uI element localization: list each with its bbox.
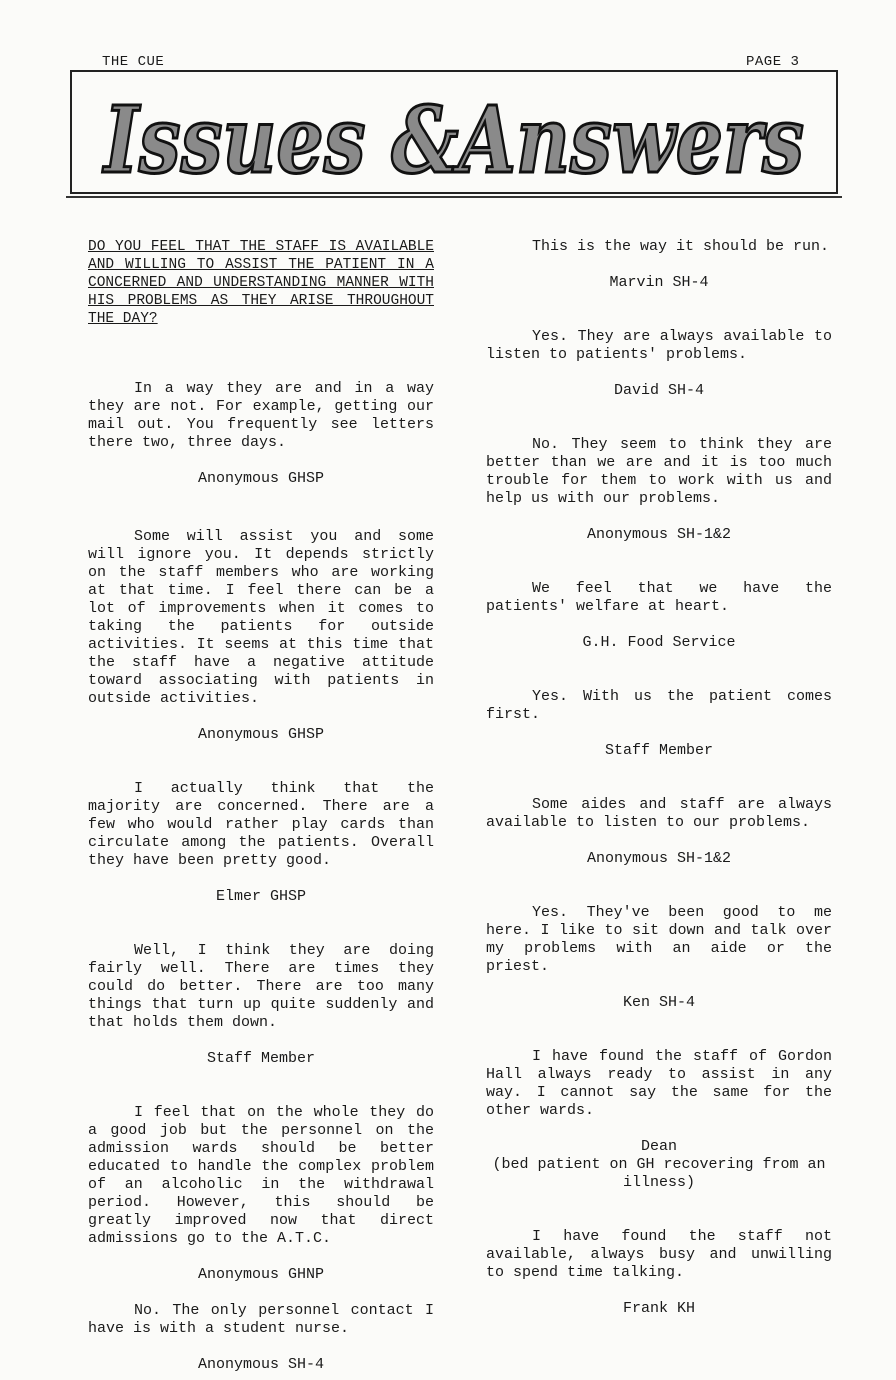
answer-text: Yes. With us the patient comes first. (486, 688, 832, 723)
answer-text: Well, I think they are doing fairly well. There are times they could do better. There are too many things that turn up quite suddenly and that holds them down. (88, 942, 434, 1031)
answer-signature: Anonymous GHNP (197, 1266, 325, 1283)
answer-signature: Staff Member (206, 1050, 316, 1067)
answer-signature: Marvin SH-4 (609, 274, 709, 291)
answer-signature: Elmer GHSP (215, 888, 306, 905)
answer-text: Some will assist you and some will ignore you. It depends strictly on the staff members who are working at that time. I feel there can be a lot of improvements when it comes to taking the patients for outside activities. It seems at this time that the staff have a negative attitude toward associating with patients in outside activities. (88, 528, 434, 707)
answer-signature: Anonymous SH-4 (197, 1356, 325, 1373)
answer-text: We feel that we have the patients' welfare at heart. (486, 580, 832, 615)
answer-note: (bed patient on GH recovering from an illness) (492, 1156, 826, 1191)
banner-title: Issues &Answers (101, 86, 804, 194)
answer-text: This is the way it should be run. (532, 238, 830, 255)
answer-signature: G.H. Food Service (582, 634, 736, 651)
banner-title-art (72, 72, 836, 192)
answer-text: In a way they are and in a way they are not. For example, getting our mail out. You frequently see letters there two, three days. (88, 380, 434, 451)
title-banner (70, 70, 838, 194)
answer-signature: Anonymous SH-1&2 (586, 526, 732, 543)
answer-signature: David SH-4 (613, 382, 704, 399)
answer-signature: Anonymous GHSP (197, 470, 325, 487)
answer-text: Yes. They've been good to me here. I like to sit down and talk over my problems with an aide or the priest. (486, 904, 832, 975)
publication-name: THE CUE (102, 54, 165, 70)
right-column (486, 238, 832, 1318)
answer-text: I have found the staff not available, always busy and unwilling to spend time talking. (486, 1228, 832, 1281)
answer-signature: Dean (640, 1138, 677, 1155)
answer-text: Yes. They are always available to listen to patients' problems. (486, 328, 832, 363)
answer-text: I have found the staff of Gordon Hall always ready to assist in any way. I cannot say the same for the other wards. (486, 1048, 832, 1119)
left-column (88, 238, 434, 1374)
answer-text: No. They seem to think they are better than we are and it is too much trouble for them to work with us and help us with our problems. (486, 436, 832, 507)
answer-text: No. The only personnel contact I have is with a student nurse. (88, 1302, 434, 1337)
answer-signature: Staff Member (604, 742, 714, 759)
banner-rule (66, 196, 842, 198)
answer-text: I actually think that the majority are concerned. There are a few who would rather play cards than circulate among the patients. Overall they have been pretty good. (88, 780, 434, 869)
page-number: PAGE 3 (746, 54, 800, 70)
answer-text: Some aides and staff are always available to listen to our problems. (486, 796, 832, 831)
answer-signature: Frank KH (622, 1300, 695, 1317)
answer-text: I feel that on the whole they do a good job but the personnel on the admission wards should be better educated to handle the complex problem of an alcoholic in the withdrawal period. However, this should be greatly improved now that direct admissions go to the A.T.C. (88, 1104, 434, 1247)
answer-signature: Ken SH-4 (622, 994, 695, 1011)
answer-signature: Anonymous SH-1&2 (586, 850, 732, 867)
answer-signature: Anonymous GHSP (197, 726, 325, 743)
survey-question: DO YOU FEEL THAT THE STAFF IS AVAILABLE AND WILLING TO ASSIST THE PATIENT IN A CONCERNED AND UNDERSTANDING MANNER WITH HIS PROBLEMS AS THEY ARISE THROUGHOUT THE DAY? (88, 239, 434, 327)
